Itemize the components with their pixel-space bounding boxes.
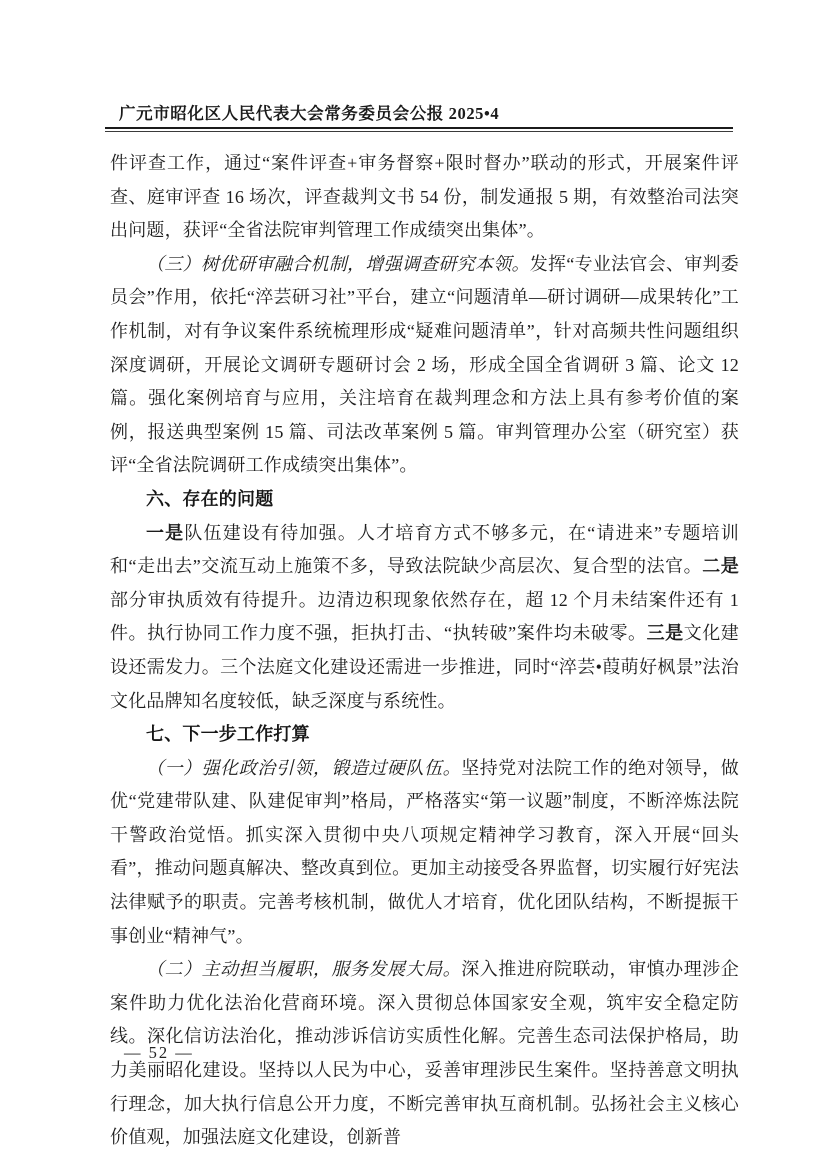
problem-label-2: 二是 bbox=[702, 556, 740, 577]
heading-existing-problems: 六、存在的问题 bbox=[146, 488, 274, 509]
paragraph-section-three bbox=[110, 248, 739, 483]
paragraph-text: 深入推进府院联动，审慎办理涉企案件助力优化法治化营商环境。深入贯彻总体国家安全观，筑牢安全稳定防线。深化信访法治化，推动涉诉信访实质性化解。完善生态司法保护格局，助力美丽昭化建设。坚持以人民为中心，妥善审理涉民生案件。坚持善意文明执行理念，加大执行信息公开力度，不断完善审执互商机制。弘扬社会主义核心价值观，加强法庭文化建设，创新普 bbox=[110, 959, 740, 1148]
paragraph-continuation: 件评查工作，通过“案件评查+审务督察+限时督办”联动的形式，开展案件评查、庭审评查 16 场次，评查裁判文书 54 份，制发通报 5 期，有效整治司法突出问题，获评“全省法院审判管理工作成绩突出集体”。 bbox=[110, 153, 739, 241]
paragraph-text: 发挥“专业法官会、审判委员会”作用，依托“淬芸研习社”平台，建立“问题清单—研讨调研—成果转化”工作机制，对有争议案件系统梳理形成“疑难问题清单”，针对高频共性问题组织深度调研，开展论文调研专题研讨会 2 场，形成全国全省调研 3 篇、论文 12 篇。强化案例培育与应用，关注培育在裁判理念和方法上具有参考价值的案例，报送典型案例 15 篇、司法改革案例 5 篇。审判管理办公室（研究室）获评“全省法院调研工作成绩突出集体”。 bbox=[110, 253, 739, 476]
problem-text-2: 部分审执质效有待提升。边清边积现象依然存在，超 12 个月未结案件还有 1 件。执行协同工作力度不强，拒执打击、“执转破”案件均未破零。 bbox=[110, 589, 739, 644]
problem-label-1: 一是 bbox=[146, 522, 185, 543]
paragraph-lead-sentence: （三）树优研审融合机制，增强调查研究本领。 bbox=[146, 253, 530, 274]
paragraph-text: 坚持党对法院工作的绝对领导，做优“党建带队建、队建促审判”格局，严格落实“第一议题”制度，不断淬炼法院干警政治觉悟。抓实深入贯彻中央八项规定精神学习教育，深入开展“回头看”，推动问题真解决、整改真到位。更加主动接受各界监督，切实履行好宪法法律赋予的职责。完善考核机制，做优人才培育，优化团队结构，不断提振干事创业“精神气”。 bbox=[110, 757, 740, 946]
paragraph-lead-sentence: （二）主动担当履职，服务发展大局。 bbox=[146, 959, 462, 980]
paragraph-problems bbox=[110, 517, 739, 719]
paragraph-lead-sentence: （一）强化政治引领，锻造过硬队伍。 bbox=[146, 757, 462, 778]
problem-label-3: 三是 bbox=[646, 623, 684, 644]
problem-text-3: 文化建设还需发力。三个法庭文化建设还需进一步推进，同时“淬芸•葭萌好枫景”法治文化品牌知名度较低，缺乏深度与系统性。 bbox=[110, 623, 739, 711]
problem-text-1: 队伍建设有待加强。人才培育方式不够多元，在“请进来”专题培训和“走出去”交流互动上施策不多，导致法院缺少高层次、复合型的法官。 bbox=[110, 522, 739, 577]
paragraph-step-one bbox=[110, 752, 739, 954]
paragraph-step-two bbox=[110, 953, 739, 1155]
document-body bbox=[110, 147, 739, 1155]
header-double-rule bbox=[105, 127, 733, 132]
bulletin-header-title: 广元市昭化区人民代表大会常务委员会公报 2025•4 bbox=[119, 104, 500, 123]
page-number: — 52 — bbox=[124, 1043, 194, 1062]
heading-next-steps: 七、下一步工作打算 bbox=[146, 724, 310, 745]
